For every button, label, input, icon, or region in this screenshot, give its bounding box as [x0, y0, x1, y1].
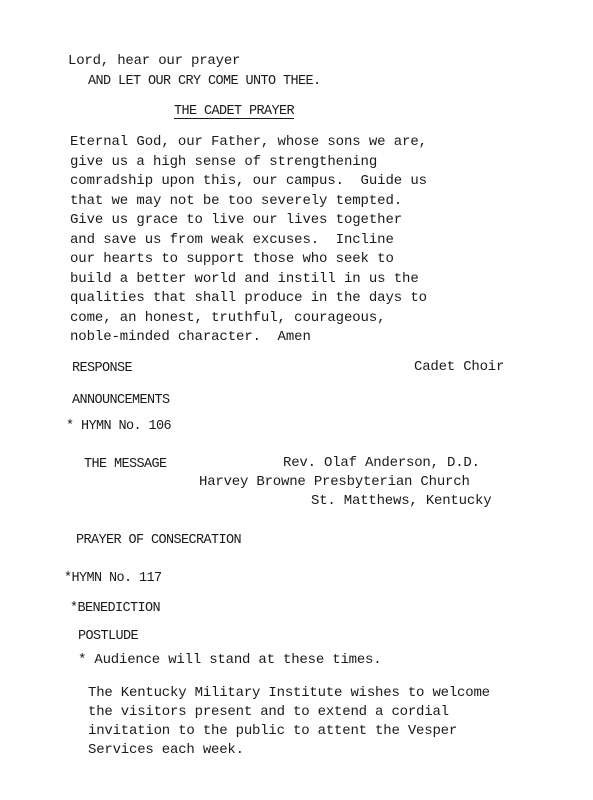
prayer-line: and save us from weak excuses. Incline: [70, 232, 394, 248]
prayer-line: qualities that shall produce in the days to: [70, 290, 427, 306]
response-label: RESPONSE: [72, 361, 133, 376]
message-speaker: Rev. Olaf Anderson, D.D.: [283, 455, 480, 471]
audience-note: * Audience will stand at these times.: [78, 652, 382, 668]
hymn-106: * HYMN No. 106: [66, 419, 172, 434]
benediction: *BENEDICTION: [70, 601, 161, 616]
prayer-line: come, an honest, truthful, courageous,: [70, 310, 386, 326]
opening-line-1: Lord, hear our prayer: [68, 53, 241, 69]
message-label: THE MESSAGE: [84, 457, 167, 472]
welcome-line: The Kentucky Military Institute wishes to welcome: [88, 685, 490, 701]
welcome-line: the visitors present and to extend a cordial: [88, 704, 449, 720]
prayer-line: our hearts to support those who seek to: [70, 251, 394, 267]
announcements-label: ANNOUNCEMENTS: [72, 393, 170, 408]
opening-line-2: AND LET OUR CRY COME UNTO THEE.: [88, 74, 321, 89]
message-location: St. Matthews, Kentucky: [311, 493, 492, 509]
prayer-of-consecration: PRAYER OF CONSECRATION: [76, 533, 242, 548]
prayer-line: build a better world and instill in us the: [70, 271, 419, 287]
message-church: Harvey Browne Presbyterian Church: [199, 474, 470, 490]
welcome-line: Services each week.: [88, 742, 244, 758]
hymn-117: *HYMN No. 117: [64, 571, 162, 586]
prayer-line: that we may not be too severely tempted.: [70, 193, 403, 209]
prayer-line: comradship upon this, our campus. Guide us: [70, 173, 427, 189]
response-performer: Cadet Choir: [414, 359, 505, 375]
prayer-line: give us a high sense of strengthening: [70, 154, 378, 170]
prayer-line: noble-minded character. Amen: [70, 329, 311, 345]
welcome-line: invitation to the public to attent the Vesper: [88, 723, 458, 739]
postlude: POSTLUDE: [78, 629, 139, 644]
prayer-line: Eternal God, our Father, whose sons we are,: [70, 134, 427, 150]
prayer-line: Give us grace to live our lives together: [70, 212, 403, 228]
cadet-prayer-title: THE CADET PRAYER: [174, 104, 295, 119]
